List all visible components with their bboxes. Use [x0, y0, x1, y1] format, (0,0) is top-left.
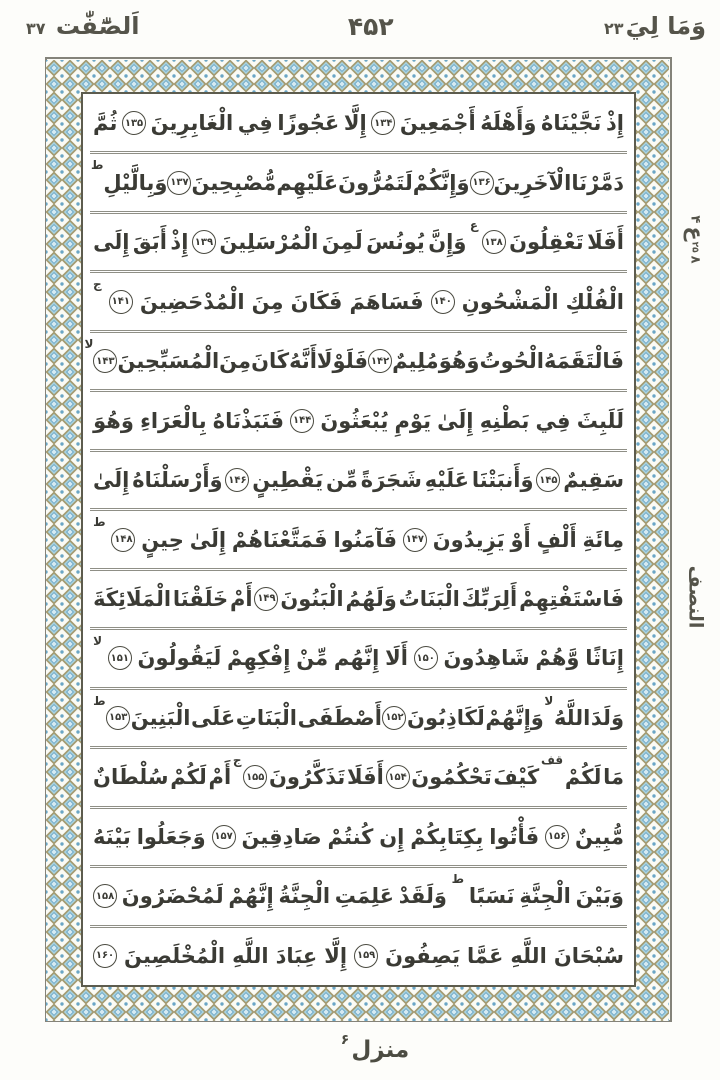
quran-word: مِنَ: [219, 349, 252, 374]
quran-word: فَالْتَقَمَهُ: [543, 349, 624, 374]
page-header: [24, 4, 706, 48]
quran-word: إِلَّا: [324, 943, 348, 968]
ayah-number-badge: ۱۵۳: [106, 706, 130, 730]
ayah-number-badge: ۱۵۲: [382, 706, 406, 730]
quran-word: بِالْعَرَاءِ: [140, 408, 207, 433]
quran-word: يُونُسَ: [366, 230, 425, 255]
ayah-number-badge: ۱۴۵: [536, 468, 560, 492]
quran-word: الْفُلْكِ: [565, 289, 624, 314]
ayah-number-badge: ۱۴۳: [93, 349, 117, 373]
quran-word: تَذَكَّرُونَ: [268, 765, 346, 790]
quran-word: إِذْ: [606, 111, 624, 136]
quran-word: وَإِنَّكُمْ: [412, 170, 470, 195]
quran-word: أَبَقَ: [132, 230, 167, 255]
quran-word: مُّصْبِحِينَ: [191, 170, 277, 195]
quran-word: عَمَّا: [467, 943, 504, 968]
quran-word: فَسَاهَمَ: [349, 289, 424, 314]
stop-mark: لا: [544, 693, 554, 708]
ruku-marker-inner: [683, 214, 708, 264]
ayah-number-badge: ۱۳۴: [371, 111, 395, 135]
quran-word: لَتَمُرُّونَ: [338, 170, 413, 195]
manzil-footer: [45, 1030, 705, 1070]
quran-word: لَكُمْ: [170, 765, 207, 790]
quran-word: الْمُرْسَلِينَ: [219, 230, 319, 255]
quran-word: مُّبِينٌ: [574, 824, 624, 849]
quran-word: فَنَبَذْنَاهُ: [212, 408, 284, 433]
ruku-ain-letter: ع: [683, 225, 708, 241]
quran-word: أَجْمَعِينَ: [399, 111, 476, 136]
quran-word: أَنَّهُ: [289, 349, 317, 374]
quran-word: بِكِتَابِكُمْ: [410, 824, 484, 849]
quran-word: لَيَقُولُونَ: [137, 646, 222, 671]
nisf-marker: [674, 538, 716, 656]
quran-word: عَلَيْهِ: [424, 468, 469, 493]
ayah-number-badge: ۱۴۱: [109, 290, 133, 314]
quran-word: وَأَنبَتْنَا: [471, 468, 534, 493]
quran-line-1: [90, 95, 627, 154]
quran-word: شَاهِدُونَ: [443, 646, 530, 671]
quran-line-3: [90, 214, 627, 273]
quran-word: أَفَلَا: [587, 230, 624, 255]
quran-word: فِي: [237, 111, 273, 136]
ayah-number-badge: ۱۴۹: [254, 587, 278, 611]
quran-word: مُلِيمٌ: [392, 349, 439, 374]
manzil-label: منزل: [351, 1037, 410, 1063]
ayah-number-badge: ۱۵۷: [212, 825, 236, 849]
ayah-number-badge: ۱۵۸: [93, 884, 117, 908]
stop-mark: ج: [93, 277, 102, 292]
quran-word: الْمُخْلَصِينَ: [124, 943, 226, 968]
ruku-surah-count: ۴: [687, 214, 703, 223]
quran-word: وَلَدَ: [590, 705, 624, 730]
stop-mark: ع: [469, 217, 479, 232]
quran-word: الْجِنَّةُ: [278, 884, 331, 909]
ayah-number-badge: ۱۳۸: [482, 230, 506, 254]
quran-word: وَلَهُمُ: [345, 586, 397, 611]
quran-line-9: [90, 571, 627, 630]
quran-word: بَطْنِهِ: [479, 408, 530, 433]
quran-line-10: [90, 630, 627, 689]
quran-word: مِّنْ: [296, 646, 329, 671]
quran-word: وَبِالَّيْلِ: [103, 170, 168, 195]
ayah-number-badge: ۱۴۰: [431, 290, 455, 314]
quran-word: الْحُوتُ: [479, 349, 544, 374]
quran-word: وَلَقَدْ: [398, 884, 447, 909]
quran-word: وَّهُمْ: [535, 646, 580, 671]
quran-word: عَلَيْهِم: [276, 170, 339, 195]
surah-label: اَلصّٰٓفّٰت: [55, 12, 140, 40]
stop-mark: ط: [93, 693, 106, 708]
quran-word: سُلْطَانٌ: [93, 765, 169, 790]
quran-word: الْبَنَاتُ: [398, 586, 460, 611]
ruku-juz-count: ۸: [687, 255, 703, 264]
quran-word: فَأْتُوا: [489, 824, 540, 849]
quran-word: إِلَىٰ: [437, 408, 474, 433]
quran-word: مِائَةِ: [582, 527, 624, 552]
quran-lines: [84, 95, 627, 984]
quran-word: لَكَاذِبُونَ: [407, 705, 485, 730]
juz-number: ۲۳: [604, 19, 624, 38]
quran-word: إِنَاثًا: [585, 646, 624, 671]
quran-word: اللَّهُ: [553, 705, 591, 730]
ayah-number-badge: ۱۴۸: [111, 528, 135, 552]
quran-word: إِلَىٰ: [93, 468, 130, 493]
quran-word: مِّن: [325, 468, 358, 493]
quran-word: اللَّهِ: [510, 943, 547, 968]
quran-word: إِلَىٰ: [189, 527, 227, 552]
quran-word: أَلْفٍ: [536, 527, 577, 552]
juz-name: [602, 12, 706, 40]
ayah-number-badge: ۱۶۰: [93, 944, 117, 968]
quran-word: الْمُسَبِّحِينَ: [117, 349, 220, 374]
quran-word: الْمَشْحُونِ: [461, 289, 559, 314]
ayah-number-badge: ۱۴۲: [368, 349, 392, 373]
quran-word: فَمَتَّعْنَاهُمْ: [231, 527, 328, 552]
stop-mark: لا: [84, 336, 94, 351]
ayah-number-badge: ۱۵۱: [108, 646, 132, 670]
quran-word: لَمُحْضَرُونَ: [121, 884, 224, 909]
quran-word: إِلَّا: [343, 111, 367, 136]
quran-word: تَعْقِلُونَ: [509, 230, 584, 255]
ayah-number-badge: ۱۴۴: [290, 409, 314, 433]
quran-word: فَكَانَ: [290, 289, 343, 314]
quran-word: إِن: [379, 824, 405, 849]
quran-word: الْجِنَّةِ: [519, 884, 571, 909]
quran-word: دَمَّرْنَا: [571, 170, 624, 195]
quran-word: يُبْعَثُونَ: [320, 408, 389, 433]
quran-word: إِنَّهُم: [333, 646, 380, 671]
quran-word: الْبَنُونَ: [280, 586, 344, 611]
quran-word: ثُمَّ: [93, 111, 118, 136]
quran-word: فَآمَنُوا: [333, 527, 398, 552]
ayah-number-badge: ۱۵۰: [414, 646, 438, 670]
quran-line-8: [90, 511, 627, 570]
surah-number: ۳۷: [26, 19, 46, 38]
quran-word: أَمْ: [208, 765, 232, 790]
quran-word: الْآخَرِينَ: [493, 170, 572, 195]
quran-line-13: [90, 809, 627, 868]
stop-mark: قف: [540, 753, 564, 768]
quran-word: الْمَلَائِكَةَ: [93, 586, 172, 611]
quran-line-6: [90, 392, 627, 451]
quran-word: إِنَّهُمْ: [228, 884, 274, 909]
quran-word: اللَّهِ: [232, 943, 269, 968]
ayah-number-badge: ۱۳۹: [192, 230, 216, 254]
quran-word: أَفَلَا: [346, 765, 384, 790]
quran-line-7: [90, 452, 627, 511]
ayah-number-badge: ۱۳۷: [167, 171, 191, 195]
quran-word: كَانَ: [251, 349, 290, 374]
quran-word: عَلَى: [191, 705, 236, 730]
quran-word: لَلَبِثَ: [576, 408, 624, 433]
quran-word: مَا: [603, 765, 624, 790]
quran-word: صَادِقِينَ: [241, 824, 322, 849]
nisf-label: النصف: [683, 565, 706, 629]
ayah-number-badge: ۱۴۷: [403, 528, 427, 552]
ruku-marker: [672, 198, 718, 280]
quran-word: لَكُمْ: [564, 765, 602, 790]
ayah-number-badge: ۱۵۶: [545, 825, 569, 849]
ornamental-frame: [45, 57, 672, 1022]
ayah-number-badge: ۱۴۶: [225, 468, 249, 492]
quran-word: سُبْحَانَ: [553, 943, 624, 968]
quran-word: الْمُدْحَضِينَ: [139, 289, 245, 314]
quran-word: نَسَبًا: [468, 884, 515, 909]
quran-word: إِلَى: [93, 230, 130, 255]
quran-line-11: [90, 690, 627, 749]
quran-line-12: [90, 749, 627, 808]
page-number: ۴۵۲: [347, 11, 394, 41]
quran-word: نَجَّيْنَاهُ: [540, 111, 602, 136]
quran-word: فَاسْتَفْتِهِمْ: [519, 586, 624, 611]
quran-word: أَمْ: [230, 586, 253, 611]
quran-word: الْبَنَاتِ: [235, 705, 297, 730]
quran-word: يَزِيدُونَ: [432, 527, 505, 552]
quran-text-area: [81, 92, 636, 987]
quran-word: عَجُوزًا: [277, 111, 340, 136]
quran-word: حِينٍ: [141, 527, 184, 552]
quran-word: يَوْمِ: [394, 408, 431, 433]
quran-word: مِنَ: [251, 289, 284, 314]
surah-name: [24, 12, 139, 40]
quran-word: أَصْطَفَى: [297, 705, 382, 730]
quran-line-5: [84, 333, 627, 392]
quran-word: إِفْكِهِمْ: [227, 646, 291, 671]
stop-mark: لا: [93, 634, 103, 649]
ayah-number-badge: ۱۵۵: [243, 765, 267, 789]
quran-word: يَصِفُونَ: [385, 943, 460, 968]
quran-word: عِبَادَ: [275, 943, 318, 968]
quran-word: وَإِنَّهُمْ: [485, 705, 544, 730]
quran-word: أَوْ: [510, 527, 531, 552]
stop-mark: ط: [93, 515, 106, 530]
ayah-number-badge: ۱۳۶: [470, 171, 494, 195]
juz-label: وَمَا لِيَ: [625, 12, 706, 40]
quran-word: كُنتُمْ: [327, 824, 374, 849]
quran-word: وَأَرْسَلْنَاهُ: [132, 468, 223, 493]
quran-word: وَجَعَلُوا: [136, 824, 206, 849]
quran-word: وَهُوَ: [93, 408, 134, 433]
ruku-ayah-count: ۲۵: [689, 241, 700, 253]
stop-mark: ج: [232, 753, 242, 768]
manzil-number: ۶: [340, 1032, 350, 1048]
quran-word: أَلَا: [385, 646, 408, 671]
quran-word: كَيْفَ: [493, 765, 540, 790]
quran-line-4: [90, 273, 627, 332]
stop-mark: ط: [451, 872, 465, 887]
quran-word: سَقِيمٌ: [563, 468, 624, 493]
quran-word: وَأَهْلَهُ: [480, 111, 537, 136]
quran-word: بَيْنَهُ: [93, 824, 131, 849]
quran-line-15: [90, 928, 627, 984]
quran-word: يَقْطِينٍ: [252, 468, 324, 493]
quran-word: الْبَنِينَ: [130, 705, 191, 730]
quran-word: وَهُوَ: [438, 349, 480, 374]
quran-word: الْغَابِرِينَ: [150, 111, 234, 136]
ayah-number-badge: ۱۳۵: [122, 111, 146, 135]
quran-line-2: [90, 154, 627, 213]
quran-word: خَلَقْنَا: [172, 586, 229, 611]
quran-word: إِذْ: [170, 230, 189, 255]
quran-line-14: [90, 868, 627, 927]
quran-word: فَلَوْلَا: [316, 349, 369, 374]
quran-word: وَبَيْنَ: [575, 884, 624, 909]
stop-mark: ط: [90, 158, 104, 173]
quran-word: أَلِرَبِّكَ: [461, 586, 518, 611]
quran-word: شَجَرَةً: [360, 468, 422, 493]
ayah-number-badge: ۱۵۹: [354, 944, 378, 968]
quran-word: عَلِمَتِ: [334, 884, 394, 909]
quran-word: تَحْكُمُونَ: [411, 765, 492, 790]
quran-word: وَإِنَّ: [428, 230, 467, 255]
ayah-number-badge: ۱۵۴: [386, 765, 410, 789]
quran-word: فِي: [535, 408, 571, 433]
quran-word: لَمِنَ: [321, 230, 363, 255]
